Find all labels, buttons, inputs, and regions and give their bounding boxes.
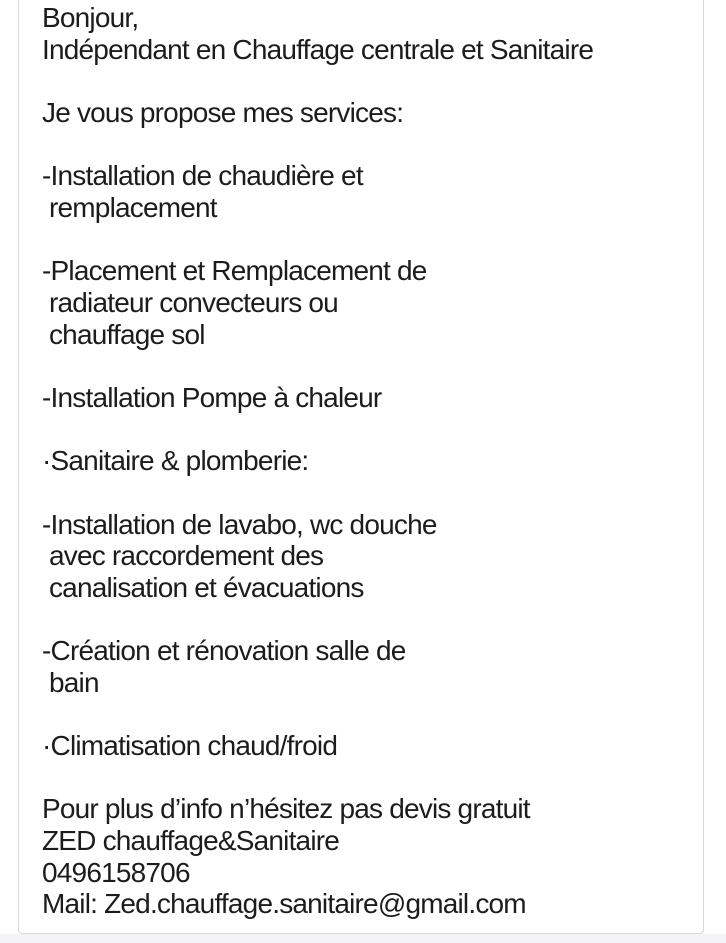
message-line: Je vous propose mes services: (42, 96, 404, 128)
message-line: remplacement (42, 191, 217, 223)
message-line: -Installation de chaudière et (42, 160, 363, 192)
message-paragraph (42, 730, 687, 762)
message-line: Indépendant en Chauffage centrale et Sanitaire (42, 33, 594, 65)
message-body (19, 0, 703, 920)
message-line: 0496158706 (42, 856, 190, 888)
message-line: -Création et rénovation salle de (42, 635, 406, 667)
bottom-strip (0, 934, 726, 943)
message-paragraph (42, 97, 687, 129)
message-line: -Installation Pompe à chaleur (42, 381, 382, 413)
message-line: ·Sanitaire & plomberie: (42, 445, 309, 477)
message-line: bain (42, 666, 99, 698)
message-line: Pour plus d’info n’hésitez pas devis gratuit (42, 793, 530, 825)
message-paragraph (42, 635, 687, 698)
message-paragraph (42, 509, 687, 604)
message-paragraph (42, 382, 687, 414)
message-paragraph (42, 793, 687, 920)
message-line: -Installation de lavabo, wc douche (42, 508, 437, 540)
message-line: -Placement et Remplacement de (42, 255, 427, 287)
message-line: radiateur convecteurs ou (42, 286, 338, 318)
message-paragraph (42, 160, 687, 223)
message-line: canalisation et évacuations (42, 571, 364, 603)
message-paragraph (42, 445, 687, 477)
message-line: avec raccordement des (42, 540, 324, 572)
message-line: Bonjour, (42, 2, 139, 33)
message-line: ZED chauffage&Sanitaire (42, 825, 340, 857)
message-line: chauffage sol (42, 318, 205, 350)
message-line: Mail: Zed.chauffage.sanitaire@gmail.com (42, 888, 526, 920)
message-paragraph (42, 2, 687, 65)
message-card (18, 0, 704, 934)
message-line: ·Climatisation chaud/froid (42, 730, 338, 762)
message-paragraph (42, 255, 687, 350)
